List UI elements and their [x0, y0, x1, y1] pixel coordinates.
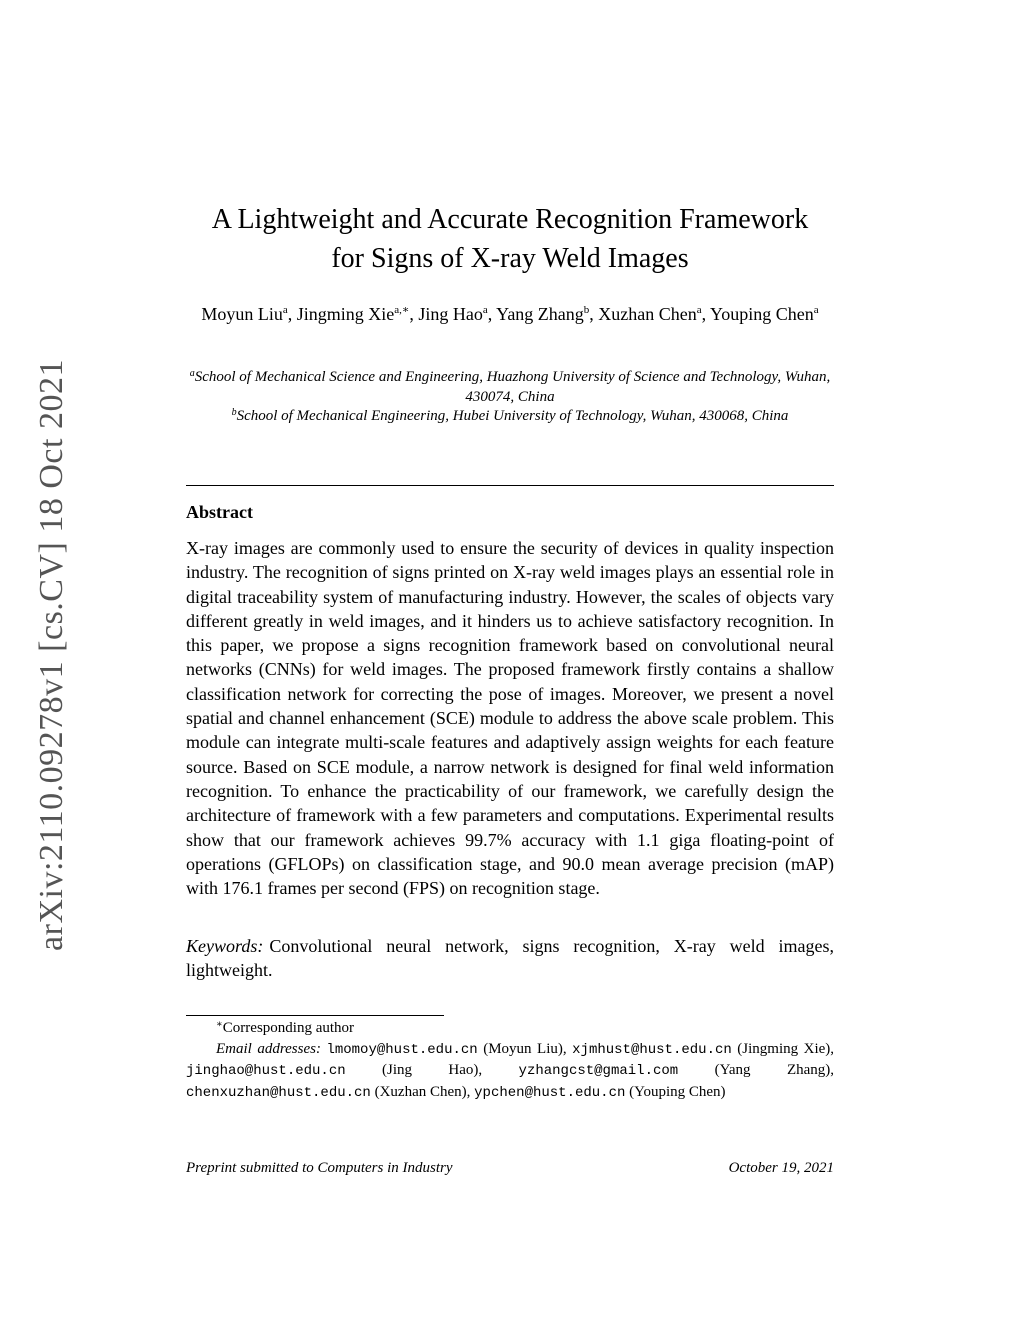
author-name: Youping Chen	[710, 304, 814, 324]
author-mark: a	[482, 304, 488, 316]
affiliation-mark: b	[231, 407, 237, 418]
email-label: Email addresses:	[216, 1040, 321, 1057]
footnote-rule	[186, 1015, 444, 1016]
email-owner: (Youping Chen)	[629, 1083, 726, 1100]
author-name: Xuzhan Chen	[598, 304, 697, 324]
affiliation-mark: a	[189, 368, 195, 379]
email-owner: (Xuzhan Chen)	[374, 1083, 467, 1100]
author-name: Jing Hao	[418, 304, 483, 324]
affiliation-b	[186, 407, 834, 427]
title-line-2: for Signs of X-ray Weld Images	[331, 243, 689, 274]
author-mark: a	[696, 304, 702, 316]
keywords-label: Keywords:	[186, 936, 264, 956]
keywords	[186, 934, 834, 982]
arxiv-identifier: arXiv:2110.09278v1 [cs.CV] 18 Oct 2021	[33, 359, 71, 951]
email-owner: (Jingming Xie)	[737, 1040, 831, 1057]
email-owner: (Jing Hao)	[382, 1062, 479, 1078]
title-line-1: A Lightweight and Accurate Recognition Framework	[211, 204, 809, 235]
author-name: Moyun Liu	[201, 304, 283, 324]
affiliation-a	[186, 368, 834, 407]
email-link[interactable]: lmomoy@hust.edu.cn	[326, 1041, 478, 1058]
footer-preprint-note: Preprint submitted to Computers in Industry	[186, 1160, 453, 1176]
abstract-text: X-ray images are commonly used to ensure the security of devices in quality inspection industry. The recognition of signs printed on X-ray weld images plays an essential role in digital traceability system of manufacturing industry. However, the scales of objects vary different greatly in weld images, and it hinders us to achieve satisfactory recognition. In this paper, we propose a signs recognition framework based on convolutional neural networks (CNNs) for weld images. The proposed framework firstly contains a shallow classification network for correcting the pose of images. Moreover, we present a novel spatial and channel enhancement (SCE) module to address the above scale problem. This module can integrate multi-scale features and adaptively assign weights for each feature source. Based on SCE module, a narrow network is designed for final weld information recognition. To enhance the practicability of our framework, we carefully design the architecture of framework with a few parameters and computations. Experimental results show that our framework achieves 99.7% accuracy with 1.1 giga floating-point of operations (GFLOPs) on classification stage, and 90.0 mean average precision (mAP) with 176.1 frames per second (FPS) on recognition stage.	[186, 538, 834, 899]
email-owner: (Yang Zhang)	[714, 1062, 831, 1078]
page-footer	[186, 1160, 834, 1177]
email-link[interactable]: xjmhust@hust.edu.cn	[572, 1041, 732, 1058]
email-link[interactable]: jinghao@hust.edu.cn	[186, 1063, 346, 1079]
email-link[interactable]: chenxuzhan@hust.edu.cn	[186, 1084, 371, 1101]
author-mark: a,∗	[394, 304, 410, 316]
affiliations	[186, 368, 834, 427]
abstract-heading: Abstract	[186, 502, 253, 522]
abstract-top-rule	[186, 485, 834, 486]
email-owner: (Moyun Liu)	[483, 1040, 563, 1057]
author-mark: a	[282, 304, 288, 316]
affiliation-text: School of Mechanical Engineering, Hubei University of Technology, Wuhan, 430068, China	[236, 408, 789, 424]
footer-date: October 19, 2021	[728, 1160, 834, 1176]
paper-title	[186, 200, 834, 278]
corresponding-author-text: Corresponding author	[222, 1020, 355, 1036]
author-mark: b	[583, 304, 590, 316]
corresponding-author-note	[186, 1018, 834, 1039]
email-link[interactable]: ypchen@hust.edu.cn	[474, 1084, 626, 1101]
author-name: Jingming Xie	[296, 304, 395, 324]
affiliation-text: School of Mechanical Science and Engineering, Huazhong University of Science and Technology, Wuhan, 430074, China	[194, 369, 831, 405]
footnote-mark: ∗	[216, 1019, 223, 1030]
keywords-text: Convolutional neural network, signs recognition, X-ray weld images, lightweight.	[186, 936, 834, 980]
author-mark: a	[813, 304, 819, 316]
email-addresses: Email addresses: lmomoy@hust.edu.cn (Moyun Liu), xjmhust@hust.edu.cn (Jingming Xie), jinghao@hust.edu.cn (Jing Hao), yzhangcst@gmail.com (Yang Zhang), chenxuzhan@hust.edu.cn (Xuzhan Chen), ypchen@hust.edu.cn (Youping Chen)	[186, 1040, 835, 1101]
author-list: Moyun Liu$^a$, Jingming Xie$^{a,∗}$, Jing Hao$^a$, Yang Zhang$^b$, Xuzhan Chen$^a$, Youping Chen$^a$	[201, 304, 819, 324]
author-name: Yang Zhang	[496, 304, 584, 324]
arxiv-sidebar-stamp	[27, 355, 77, 955]
email-link[interactable]: yzhangcst@gmail.com	[518, 1063, 679, 1079]
footnotes	[186, 1018, 834, 1103]
